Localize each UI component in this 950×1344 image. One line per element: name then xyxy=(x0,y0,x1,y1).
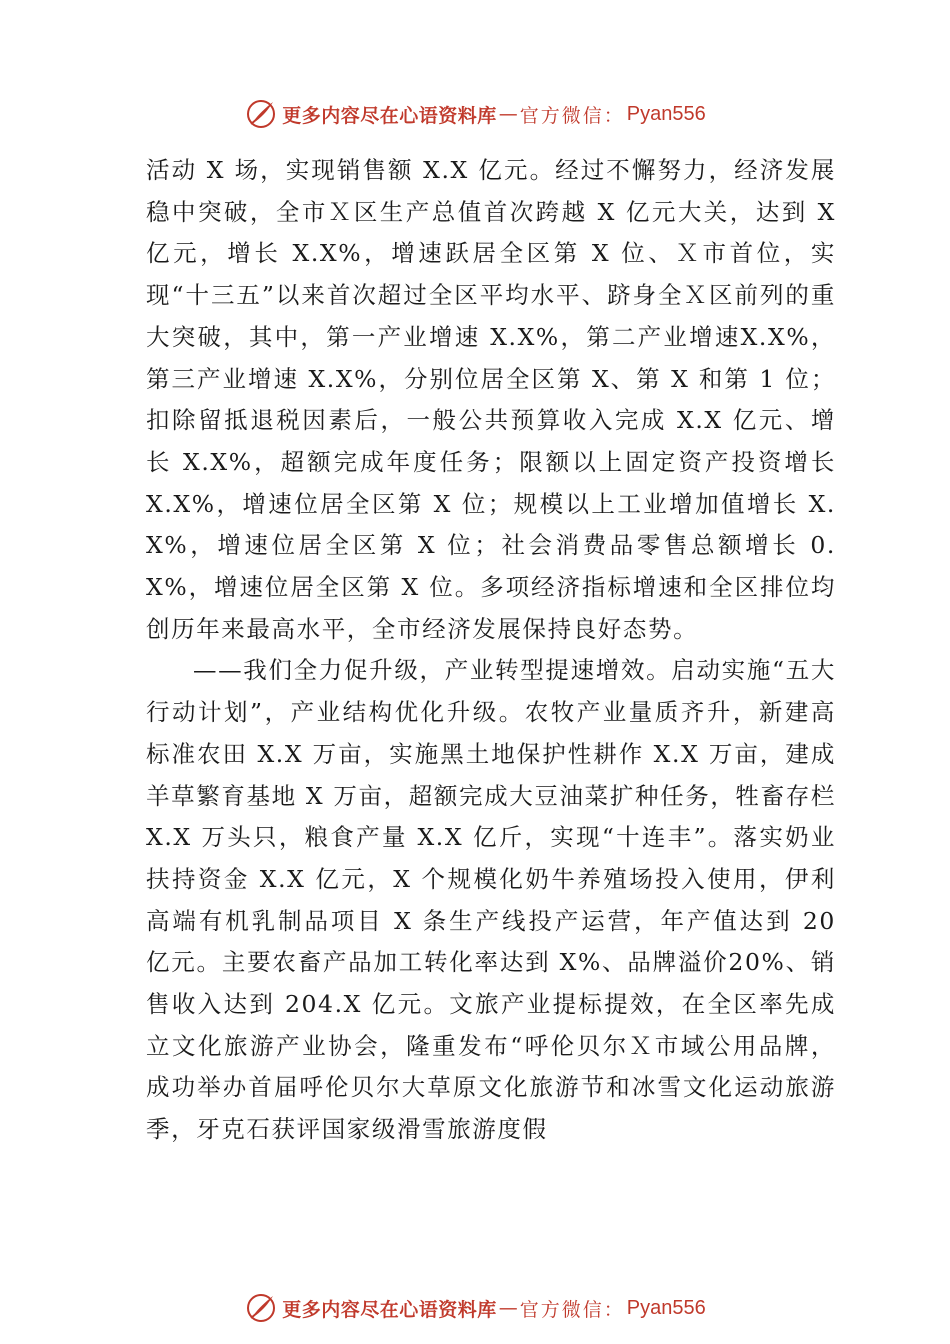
watermark-dash: — xyxy=(498,1297,518,1319)
watermark-wechat-id: Pyan556 xyxy=(626,1296,706,1319)
watermark-dash: — xyxy=(498,103,518,125)
quill-logo-icon xyxy=(244,97,278,131)
document-body xyxy=(146,150,836,1151)
watermark-wechat-id: Pyan556 xyxy=(626,102,706,125)
quill-logo-icon xyxy=(244,1291,278,1325)
watermark-wechat-label: 官方微信： xyxy=(519,104,625,127)
watermark-wechat-label: 官方微信： xyxy=(519,1298,625,1321)
header-watermark xyxy=(0,94,950,134)
watermark-brand: 更多内容尽在心语资料库 xyxy=(282,1298,497,1321)
paragraph-economy: 活动 X 场，实现销售额 X.X 亿元。经过不懈努力，经济发展稳中突破，全市Ｘ区生产总值首次跨越 X 亿元大关，达到 X 亿元，增长 X.X%，增速跃居全区第 X 位、Ｘ市首位，实现“十三五”以来首次超过全区平均水平、跻身全Ｘ区前列的重大突破，其中，第一产业增速 X.X%，第二产业增速X.X%，第三产业增速 X.X%，分别位居全区第 X、第 X 和第 1 位；扣除留抵退税因素后，一般公共预算收入完成 X.X 亿元、增长 X.X%，超额完成年度任务；限额以上固定资产投资增长 X.X%，增速位居全区第 X 位；规模以上工业增加值增长 X.X%，增速位居全区第 X 位；社会消费品零售总额增长 0.X%，增速位居全区第 X 位。多项经济指标增速和全区排位均创历年来最高水平，全市经济发展保持良好态势。 xyxy=(146,156,836,643)
paragraph-industry-upgrade: ——我们全力促升级，产业转型提速增效。启动实施“五大行动计划”，产业结构优化升级。农牧产业量质齐升，新建高标准农田 X.X 万亩，实施黑土地保护性耕作 X.X 万亩，建成羊草繁育基地 X 万亩，超额完成大豆油菜扩种任务，牲畜存栏 X.X 万头只，粮食产量 X.X 亿斤，实现“十连丰”。落实奶业扶持资金 X.X 亿元，X 个规模化奶牛养殖场投入使用，伊利高端有机乳制品项目 X 条生产线投产运营，年产值达到 20 亿元。主要农畜产品加工转化率达到 X%、品牌溢价20%、销售收入达到 204.X 亿元。文旅产业提标提效，在全区率先成立文化旅游产业协会，隆重发布“呼伦贝尔Ｘ市域公用品牌，成功举办首届呼伦贝尔大草原文化旅游节和冰雪文化运动旅游季，牙克石获评国家级滑雪旅游度假 xyxy=(146,656,836,1144)
watermark-brand: 更多内容尽在心语资料库 xyxy=(282,104,497,127)
footer-watermark xyxy=(0,1288,950,1328)
